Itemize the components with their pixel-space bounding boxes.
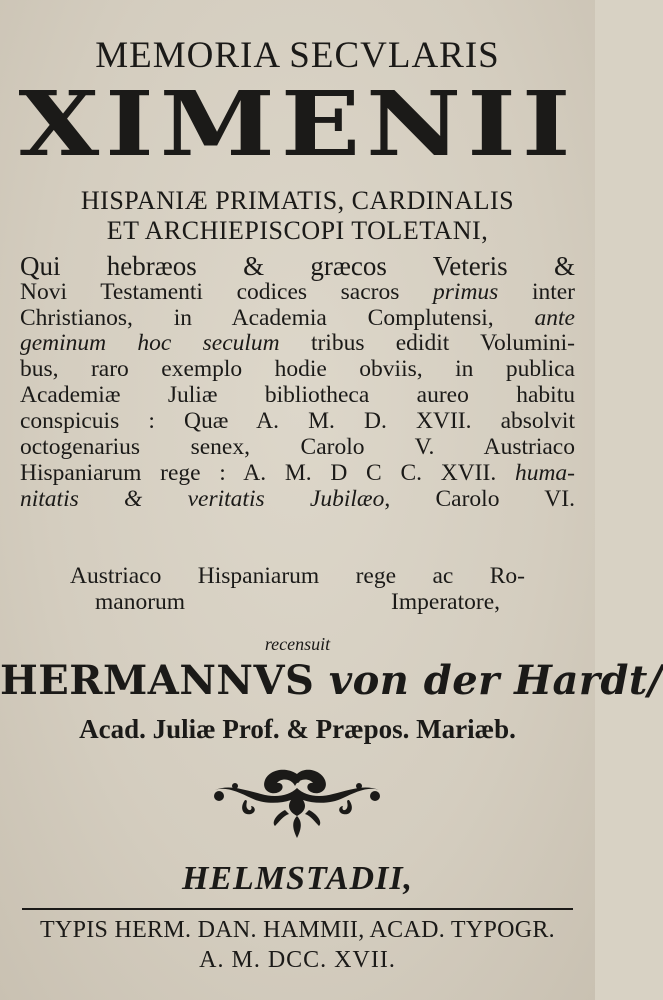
place-of-printing: HELMSTADII, [181, 860, 414, 897]
fleuron-ornament-icon [205, 766, 390, 841]
body-text: Novi Testamenti codices sacros [20, 279, 400, 305]
body-line-3 [20, 306, 575, 331]
body-italic: primus [433, 279, 499, 305]
body-text: Christianos, in Academia Complutensi, [20, 305, 494, 331]
body-italic: geminum hoc seculum [20, 330, 280, 356]
title-line-3: HISPANIÆ PRIMATIS, CARDINALIS [80, 186, 515, 215]
body-line-5: bus, raro exemplo hodie obviis, in publica [20, 356, 575, 382]
body-italic: nitatis & veritatis Jubilæo [20, 486, 385, 512]
body-italic: huma- [514, 460, 575, 486]
author-affiliation: Acad. Juliæ Prof. & Præpos. Mariæb. [79, 714, 516, 744]
body-line-1: Qui hebræos & græcos Veteris & [20, 251, 575, 281]
author-name [0, 657, 663, 704]
body-text: Hispaniarum rege : A. M. D C C. XVII. [20, 460, 497, 486]
imprint-line-1: TYPIS HERM. DAN. HAMMII, ACAD. TYPOGR. [39, 917, 555, 943]
body-line-7: conspicuis : Quæ A. M. D. XVII. absolvit [20, 408, 575, 434]
author-first: HERMANNVS [0, 657, 315, 704]
body-italic: ante [534, 305, 575, 331]
body-line-6: Academiæ Juliæ bibliotheca aureo habitu [20, 382, 575, 408]
title-line-1: MEMORIA SECVLARIS [95, 35, 500, 76]
author-last: von der Hardt/ [328, 657, 663, 704]
title-line-2: XIMENII [18, 70, 577, 177]
body-text: , Carolo VI. [384, 486, 575, 512]
title-line-4: ET ARCHIEPISCOPI TOLETANI, [106, 216, 489, 245]
imprint-line-2: A. M. DCC. XVII. [199, 947, 396, 973]
divider-rule [22, 908, 573, 910]
body-line-12: manorum Imperatore, [95, 589, 500, 615]
body-line-10 [20, 487, 575, 512]
body-line-11: Austriaco Hispaniarum rege ac Ro- [70, 563, 525, 589]
body-text: tribus edidit Volumini- [310, 330, 575, 356]
recensuit-label: recensuit [264, 634, 331, 654]
body-line-8: octogenarius senex, Carolo V. Austriaco [20, 434, 575, 460]
body-text: inter [531, 279, 576, 305]
body-line-2 [20, 280, 575, 305]
body-line-9 [20, 461, 575, 486]
body-line-4 [20, 331, 575, 356]
